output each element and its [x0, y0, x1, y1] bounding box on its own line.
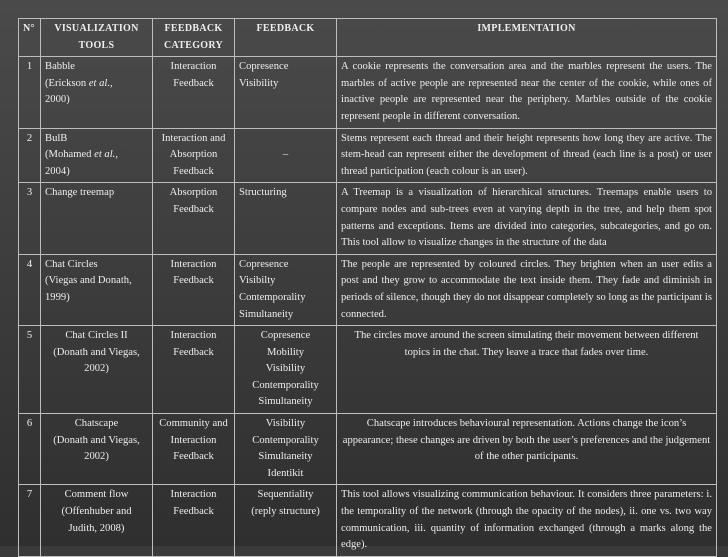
- category-cell: Interaction and Absorption Feedback: [153, 128, 235, 183]
- tool-cell: Chatscape (Donath and Viegas, 2002): [41, 414, 153, 485]
- row-number: 3: [19, 183, 41, 254]
- feedback-cell: Sequentiality (reply structure): [235, 485, 337, 556]
- table-row: [19, 183, 717, 254]
- category-cell: Absorption Feedback: [153, 183, 235, 254]
- header-feedback-category: FEEDBACK CATEGORY: [153, 19, 235, 57]
- tool-cell: Change treemap: [41, 183, 153, 254]
- header-num: N°: [19, 19, 41, 57]
- row-number: 5: [19, 326, 41, 414]
- header-tools: VISUALIZATION TOOLS: [41, 19, 153, 57]
- header-row: [19, 19, 717, 57]
- implementation-cell: This tool allows visualizing communication behaviour. It considers three parameters: i. the temporality of the network (through the opacity of the nodes), ii. one vs. two way communication, iii. quantity of information exchanged (through a marks along the edge).: [337, 485, 717, 556]
- header-implementation: IMPLEMENTATION: [337, 19, 717, 57]
- implementation-cell: The people are represented by coloured circles. They brighten when an user edits a post and they grow to accommodate the text inside them. They fade and diminish in periods of silence, though they do not disappear completely so long as the participant is connected.: [337, 254, 717, 325]
- feedback-cell: Visibility Contemporality Simultaneity Identikit: [235, 414, 337, 485]
- table-row: [19, 326, 717, 414]
- category-cell: Community and Interaction Feedback: [153, 414, 235, 485]
- row-number: 2: [19, 128, 41, 183]
- visualization-tools-table: [18, 18, 717, 557]
- implementation-cell: Chatscape introduces behavioural representation. Actions change the icon’s appearance; these changes are driven by both the user’s preferences and the judgement of the other participants.: [337, 414, 717, 485]
- category-cell: Interaction Feedback: [153, 326, 235, 414]
- feedback-cell: Copresence Visibility: [235, 57, 337, 128]
- table-row: [19, 57, 717, 128]
- implementation-cell: A Treemap is a visualization of hierarchical structures. Treemaps enable users to compare nodes and sub-trees even at varying depth in the tree, and help them spot patterns and exceptions. Items are divided into categories, subcategories, and go on. This tool allow to visualize changes in the structure of the data: [337, 183, 717, 254]
- row-number: 1: [19, 57, 41, 128]
- row-number: 6: [19, 414, 41, 485]
- feedback-cell: Copresence Visibilty Contemporality Simultaneity: [235, 254, 337, 325]
- implementation-cell: Stems represent each thread and their height represents how long they are active. The stem-head can represent either the development of thread (each line is a post) or user thread participation (each colour is an user).: [337, 128, 717, 183]
- implementation-cell: The circles move around the screen simulating their movement between different topics in the chat. They leave a trace that fades over time.: [337, 326, 717, 414]
- tool-cell: Comment flow (Offenhuber and Judith, 2008): [41, 485, 153, 556]
- implementation-cell: A cookie represents the conversation area and the marbles represent the users. The marbles of active people are represented near the center of the cookie, while ones of inactive people are represented near the periphery. Marbles outside of the cookie represent people in different conversation.: [337, 57, 717, 128]
- tool-cell: Chat Circles II (Donath and Viegas, 2002): [41, 326, 153, 414]
- table-row: [19, 128, 717, 183]
- tool-cell: BulB (Mohamed et al., 2004): [41, 128, 153, 183]
- category-cell: Interaction Feedback: [153, 485, 235, 556]
- row-number: 7: [19, 485, 41, 556]
- row-number: 4: [19, 254, 41, 325]
- feedback-cell: –: [235, 128, 337, 183]
- table-row: [19, 254, 717, 325]
- table-row: [19, 414, 717, 485]
- feedback-cell: Copresence Mobility Visibility Contemporality Simultaneity: [235, 326, 337, 414]
- tool-cell: Babble (Erickson et al., 2000): [41, 57, 153, 128]
- tool-cell: Chat Circles (Viegas and Donath, 1999): [41, 254, 153, 325]
- header-feedback: FEEDBACK: [235, 19, 337, 57]
- category-cell: Interaction Feedback: [153, 254, 235, 325]
- category-cell: Interaction Feedback: [153, 57, 235, 128]
- feedback-cell: Structuring: [235, 183, 337, 254]
